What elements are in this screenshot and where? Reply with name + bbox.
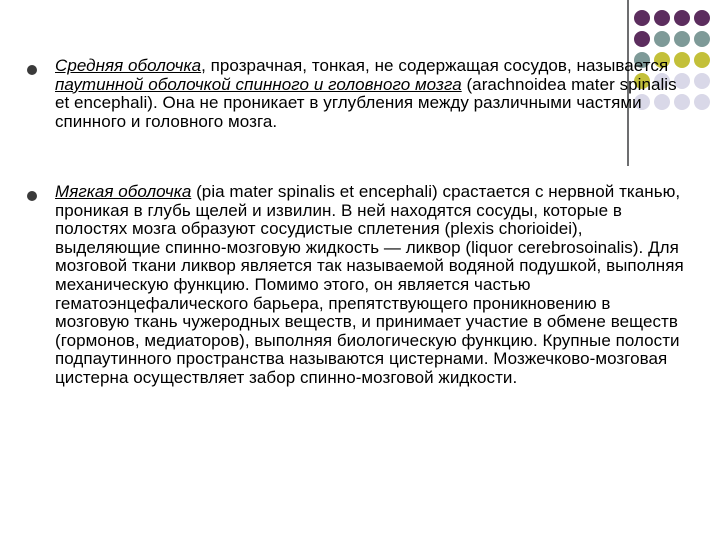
decorative-dot	[694, 31, 710, 47]
paragraph-body: , прозрачная, тонкая, не содержащая сосудов, называется	[201, 56, 669, 75]
term-pia: Мягкая оболочка	[55, 182, 192, 201]
paragraph-text	[55, 183, 687, 388]
decorative-dot	[694, 94, 710, 110]
paragraph-arachnoid	[27, 57, 687, 131]
decorative-dot	[674, 10, 690, 26]
decorative-dot	[654, 10, 670, 26]
decorative-dot	[634, 10, 650, 26]
decorative-dot	[674, 31, 690, 47]
paragraph-text	[55, 57, 687, 131]
bullet-icon	[27, 65, 37, 75]
decorative-dot	[694, 10, 710, 26]
paragraph-body-2: (arachnoidea mater spinalis et encephali). Она не проникает в углубления между различными частями спинного и головного мозга.	[55, 74, 677, 131]
term-arachnoid: Средняя оболочка	[55, 56, 202, 75]
decorative-dot	[694, 73, 710, 89]
decorative-dot	[654, 31, 670, 47]
decorative-dot	[694, 52, 710, 68]
term-arachnoid-full: паутинной оболочкой спинного и головного мозга	[55, 74, 462, 94]
decorative-dot	[634, 31, 650, 47]
paragraph-body: (pia mater spinalis et encephali) срастается с нервной тканью, проникая в глубь щелей и извилин. В ней находятся сосуды, которые в полостях мозга образуют сосудистые сплетения (plexis chorioidei), выделяющие спинно-мозговую жидкость — ликвор (liquor cerebrosoinalis). Для мозговой ткани ликвор является так называемой водяной подушкой, выполняя механическую функцию. Помимо этого, он является частью гематоэнцефалического барьера, препятствующего проникновению в мозговую ткань чужеродных веществ, и принимает участие в обмене веществ (гормонов, медиаторов), выполняя биологическую функцию. Крупные полости подпаутинного пространства называются цистернами. Мозжечково-мозговая цистерна осуществляет забор спинно-мозговой жидкости.	[55, 182, 684, 387]
paragraph-pia	[27, 183, 687, 388]
bullet-icon	[27, 191, 37, 201]
